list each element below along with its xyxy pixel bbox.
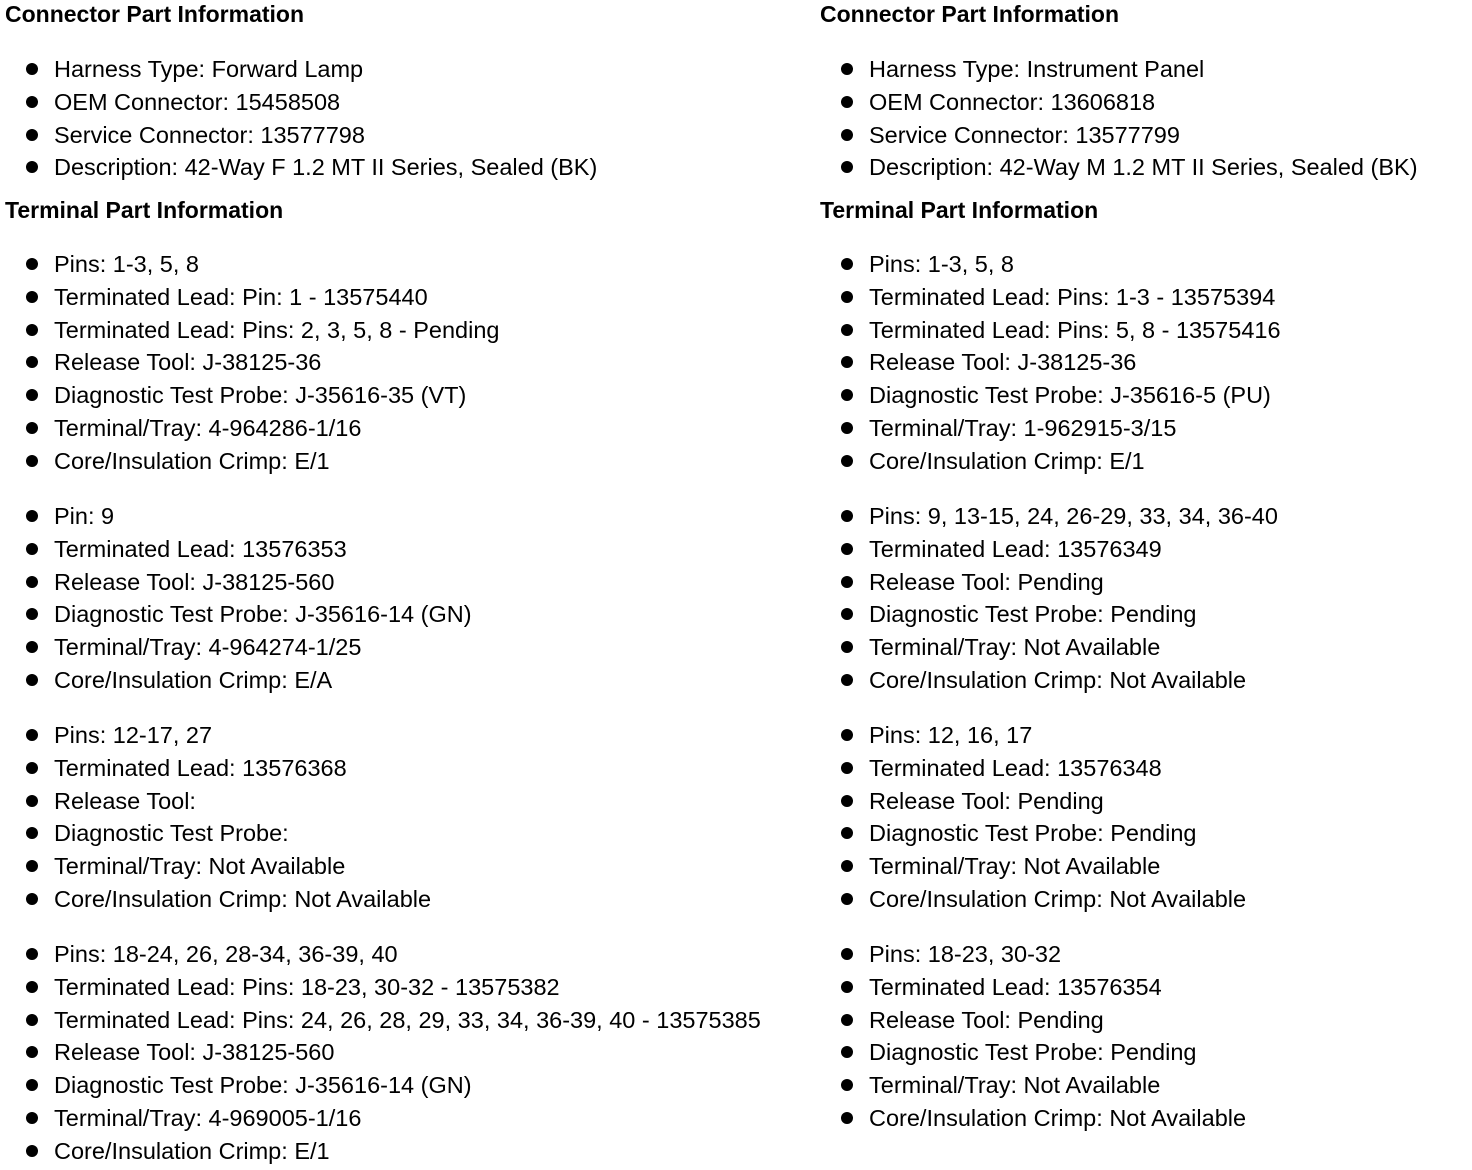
bullet-icon	[26, 324, 38, 336]
bullet-icon	[841, 1014, 853, 1026]
connector-heading: Connector Part Information	[5, 1, 305, 27]
bullet-icon	[26, 948, 38, 960]
bullet-icon	[841, 762, 853, 774]
bullet-icon	[26, 576, 38, 588]
bullet-icon	[26, 827, 38, 839]
bullet-icon	[841, 543, 853, 555]
connector-heading: Connector Part Information	[820, 1, 1120, 27]
bullet-icon	[26, 1046, 38, 1058]
bullet-icon	[26, 63, 38, 75]
bullet-icon	[841, 948, 853, 960]
bullet-icon	[26, 1079, 38, 1091]
bullet-icon	[26, 455, 38, 467]
bullet-icon	[841, 674, 853, 686]
bullet-icon	[26, 96, 38, 108]
bullet-icon	[841, 608, 853, 620]
bullet-icon	[26, 291, 38, 303]
bullet-icon	[841, 291, 853, 303]
bullet-icon	[26, 860, 38, 872]
bullet-icon	[841, 860, 853, 872]
bullet-icon	[841, 827, 853, 839]
bullet-icon	[26, 356, 38, 368]
bullet-icon	[26, 161, 38, 173]
bullet-icon	[26, 795, 38, 807]
bullet-icon	[26, 510, 38, 522]
bullet-icon	[841, 389, 853, 401]
bullet-icon	[841, 422, 853, 434]
bullet-icon	[841, 1046, 853, 1058]
terminal-heading: Terminal Part Information	[820, 197, 1099, 223]
bullet-icon	[26, 674, 38, 686]
bullet-icon	[26, 1014, 38, 1026]
bullet-icon	[841, 1112, 853, 1124]
bullet-icon	[26, 422, 38, 434]
bullet-icon	[26, 129, 38, 141]
bullet-icon	[841, 96, 853, 108]
bullet-icon	[26, 981, 38, 993]
bullet-icon	[26, 258, 38, 270]
bullet-icon	[841, 893, 853, 905]
bullet-icon	[26, 543, 38, 555]
bullet-icon	[26, 389, 38, 401]
bullet-icon	[26, 641, 38, 653]
bullet-icon	[841, 161, 853, 173]
bullet-icon	[841, 1079, 853, 1091]
bullet-icon	[841, 455, 853, 467]
bullet-icon	[26, 608, 38, 620]
bullet-icon	[841, 641, 853, 653]
bullet-icon	[841, 576, 853, 588]
bullet-icon	[841, 129, 853, 141]
bullet-icon	[841, 510, 853, 522]
bullet-icon	[26, 1112, 38, 1124]
terminal-heading: Terminal Part Information	[5, 197, 284, 223]
bullet-icon	[841, 356, 853, 368]
bullet-icon	[26, 762, 38, 774]
bullet-icon	[841, 795, 853, 807]
bullet-icon	[26, 893, 38, 905]
bullet-icon	[841, 324, 853, 336]
bullet-icon	[841, 729, 853, 741]
bullet-icon	[26, 1145, 38, 1157]
bullet-icon	[841, 63, 853, 75]
bullet-icon	[26, 729, 38, 741]
bullet-icon	[841, 258, 853, 270]
bullet-icon	[841, 981, 853, 993]
